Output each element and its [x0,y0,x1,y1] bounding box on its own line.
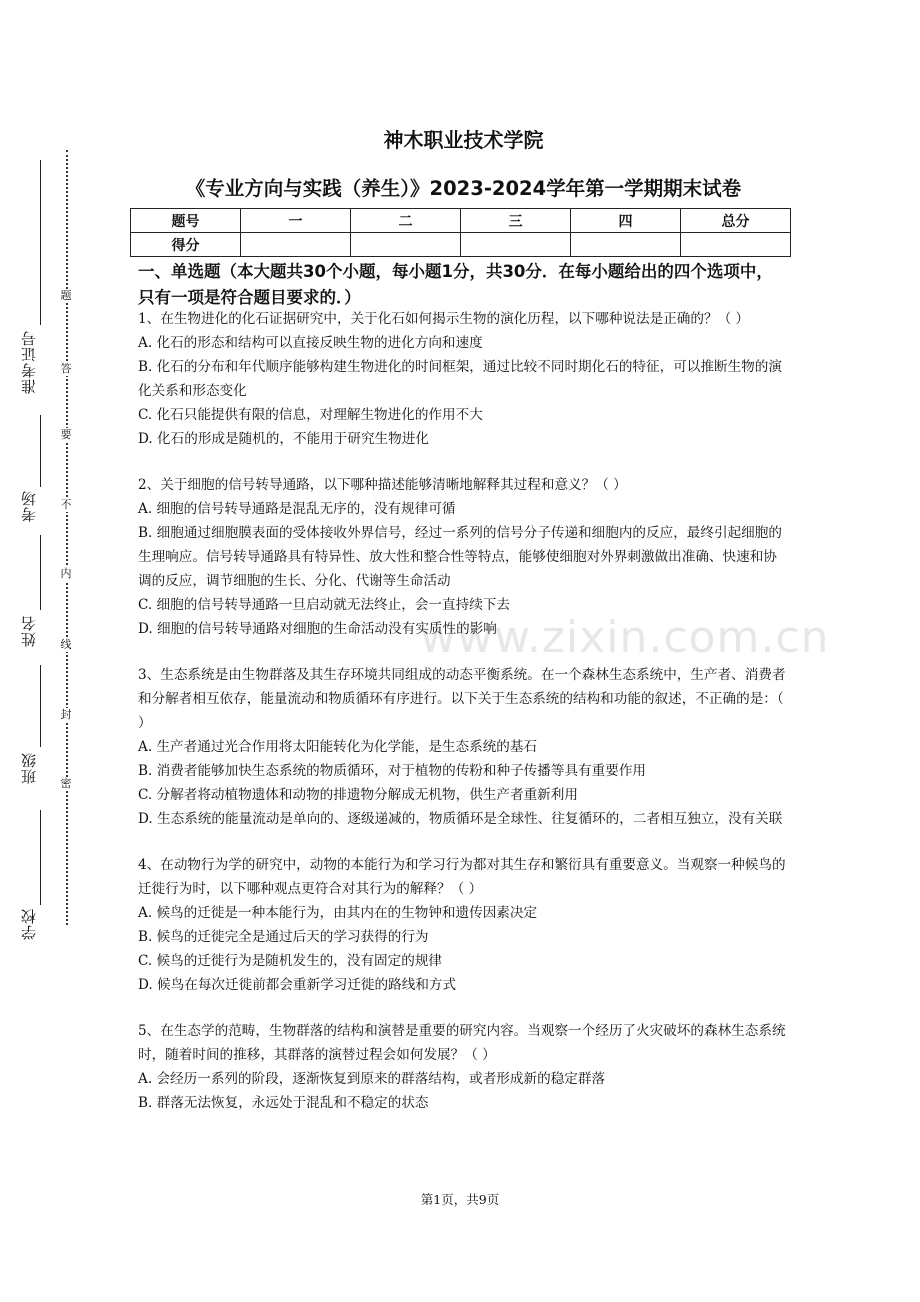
question-option: D. 候鸟在每次迁徙前都会重新学习迁徙的路线和方式 [138,977,457,993]
score-header-cell: 题号 [131,209,241,233]
exam-number-field-line[interactable] [40,160,41,325]
score-header-cell: 总分 [681,209,791,233]
exam-room-field-line[interactable] [40,415,41,487]
question-item [138,853,788,997]
seal-char: 要 [60,428,72,441]
score-cell[interactable] [351,233,461,257]
seal-char: 答 [60,362,72,375]
watermark: www.zixin.com.cn [420,612,830,663]
score-table-header-row [131,209,791,233]
question-option: B. 化石的分布和年代顺序能够构建生物进化的时间框架，通过比较不同时期化石的特征，可以推断生物的演化关系和形态变化 [138,359,782,399]
score-row-label: 得分 [131,233,241,257]
seal-char: 不 [60,498,72,511]
score-table [130,208,791,257]
question-option: C. 细胞的信号转导通路一旦启动就无法终止，会一直持续下去 [138,597,510,613]
question-stem: 2、关于细胞的信号转导通路，以下哪种描述能够清晰地解释其过程和意义？（ ） [138,477,627,493]
seal-char: 封 [60,708,72,721]
name-field-line[interactable] [40,535,41,610]
score-header-cell: 二 [351,209,461,233]
label-exam-room: 考场 [20,490,38,522]
label-name: 姓名 [20,615,38,647]
question-option: C. 分解者将动植物遗体和动物的排遗物分解成无机物，供生产者重新利用 [138,787,578,803]
seal-char: 线 [60,638,72,651]
label-exam-number: 准考证号 [20,330,38,394]
seal-char: 密 [60,777,72,790]
question-option: A. 细胞的信号转导通路是混乱无序的，没有规律可循 [138,501,456,517]
question-option: D. 细胞的信号转导通路对细胞的生命活动没有实质性的影响 [138,621,497,637]
score-header-cell: 四 [571,209,681,233]
section-title: 一、单选题（本大题共30个小题，每小题1分，共30分．在每小题给出的四个选项中，只有一项是符合题目要求的．） [138,262,773,307]
question-item [138,663,788,831]
binding-margin [0,0,110,1302]
question-item [138,473,788,641]
score-header-cell: 一 [241,209,351,233]
score-cell[interactable] [461,233,571,257]
question-option: A. 候鸟的迁徙是一种本能行为，由其内在的生物钟和遗传因素决定 [138,905,538,921]
question-option: C. 候鸟的迁徙行为是随机发生的，没有固定的规律 [138,953,443,969]
question-option: D. 化石的形成是随机的，不能用于研究生物进化 [138,431,429,447]
seal-dotted-line [66,150,68,925]
question-option: B. 候鸟的迁徙完全是通过后天的学习获得的行为 [138,929,429,945]
question-option: B. 群落无法恢复，永远处于混乱和不稳定的状态 [138,1095,429,1111]
question-stem: 4、在动物行为学的研究中，动物的本能行为和学习行为都对其生存和繁衍具有重要意义。当观察一种候鸟的迁徙行为时，以下哪种观点更符合对其行为的解释？（ ） [138,857,786,897]
score-cell[interactable] [571,233,681,257]
label-school: 学校 [20,908,38,940]
question-option: A. 生产者通过光合作用将太阳能转化为化学能，是生态系统的基石 [138,739,538,755]
score-cell[interactable] [681,233,791,257]
label-class: 班级 [20,752,38,784]
exam-title: 《专业方向与实践（养生）》2023-2024学年第一学期期末试卷 [185,177,742,200]
question-stem: 3、生态系统是由生物群落及其生存环境共同组成的动态平衡系统。在一个森林生态系统中，生产者、消费者和分解者相互依存，能量流动和物质循环有序进行。以下关于生态系统的结构和功能的叙述，不正确的是：（ ） [138,667,786,731]
school-name: 神木职业技术学院 [383,128,544,152]
question-stem: 1、在生物进化的化石证据研究中，关于化石如何揭示生物的演化历程，以下哪种说法是正确的？（ ） [138,311,750,327]
question-list [138,307,788,1137]
class-field-line[interactable] [40,665,41,747]
question-option: D. 生态系统的能量流动是单向的、逐级递减的，物质循环是全球性、往复循环的，二者相互独立，没有关联 [138,811,783,827]
school-field-line[interactable] [40,810,41,905]
seal-char: 题 [60,289,72,302]
question-option: B. 细胞通过细胞膜表面的受体接收外界信号，经过一系列的信号分子传递和细胞内的反应，最终引起细胞的生理响应。信号转导通路具有特异性、放大性和整合性等特点，能够使细胞对外界刺激做出准确、快速和协调的反应，调节细胞的生长、分化、代谢等生命活动 [138,525,782,589]
score-table-score-row [131,233,791,257]
question-option: A. 化石的形态和结构可以直接反映生物的进化方向和速度 [138,335,483,351]
question-item [138,307,788,451]
seal-char: 内 [60,567,72,580]
question-option: A. 会经历一系列的阶段，逐渐恢复到原来的群落结构，或者形成新的稳定群落 [138,1071,606,1087]
question-option: B. 消费者能够加快生态系统的物质循环，对于植物的传粉和种子传播等具有重要作用 [138,763,647,779]
question-option: C. 化石只能提供有限的信息，对理解生物进化的作用不大 [138,407,483,423]
score-cell[interactable] [241,233,351,257]
score-header-cell: 三 [461,209,571,233]
question-item [138,1019,788,1115]
question-stem: 5、在生态学的范畴，生物群落的结构和演替是重要的研究内容。当观察一个经历了火灾破坏的森林生态系统时，随着时间的推移，其群落的演替过程会如何发展？（ ） [138,1023,786,1063]
page-footer: 第1页，共9页 [420,1192,500,1207]
